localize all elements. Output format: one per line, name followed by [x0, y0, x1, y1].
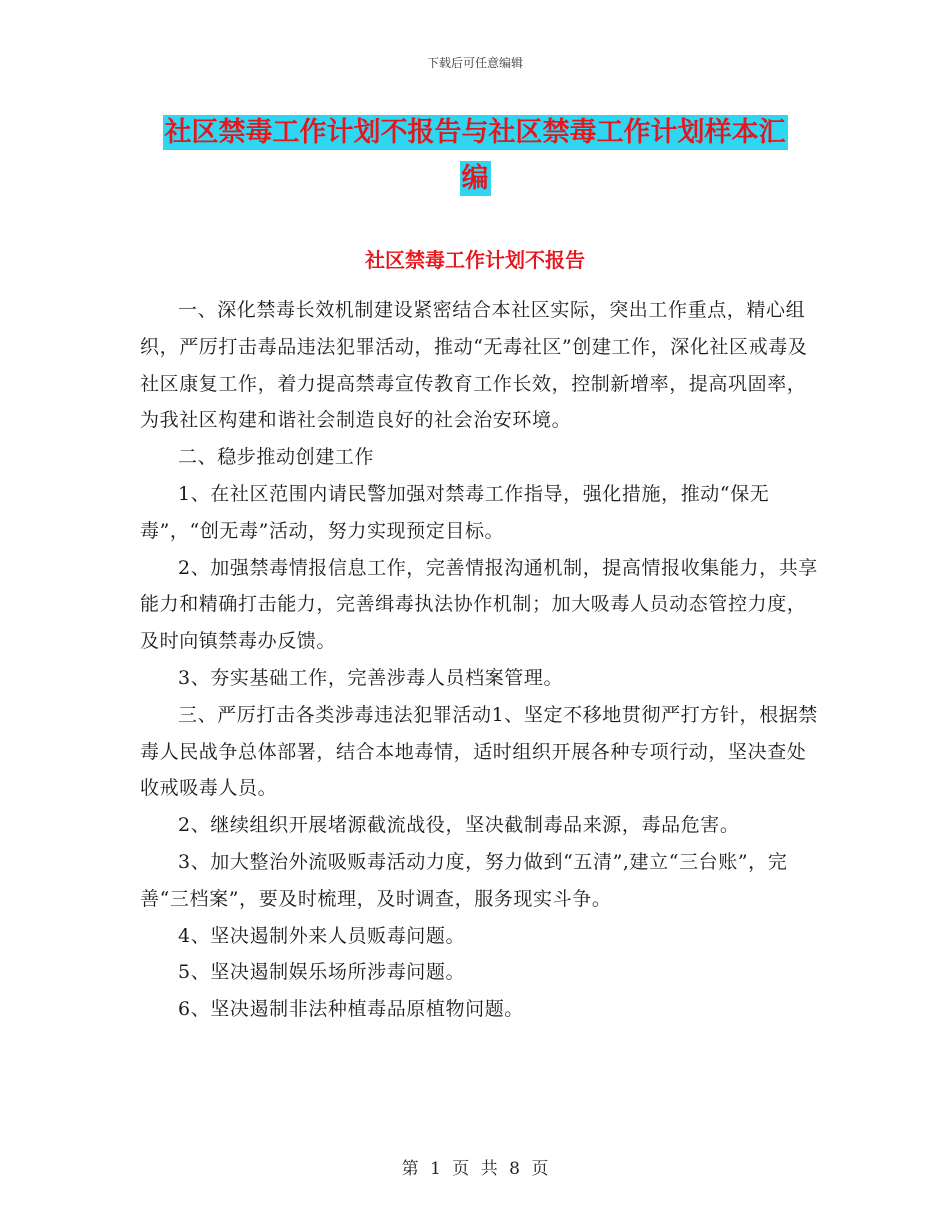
- paragraph: 5、坚决遏制娱乐场所涉毒问题。: [178, 961, 466, 984]
- paragraph: 3、加大整治外流吸贩毒活动力度，努力做到“五清”,建立“三台账”，完善“三档案”，要及时梳理，及时调查，服务现实斗争。: [140, 850, 788, 910]
- paragraph: 三、严厉打击各类涉毒违法犯罪活动1、坚定不移地贯彻严打方针，根据禁毒人民战争总体部署，结合本地毒情，适时组织开展各种专项行动，坚决查处收戒吸毒人员。: [140, 703, 818, 800]
- document-title-line-2: 编: [461, 163, 489, 194]
- page-footer: 第 1 页 共 8 页: [401, 1159, 549, 1179]
- paragraph: 6、坚决遏制非法种植毒品原植物问题。: [178, 998, 524, 1021]
- section-title: 社区禁毒工作计划不报告: [365, 248, 585, 272]
- paragraph: 1、在社区范围内请民警加强对禁毒工作指导，强化措施，推动“保无毒”，“创无毒”活动，努力实现预定目标。: [140, 482, 770, 542]
- document-title: [0, 110, 950, 202]
- paragraph: 二、稳步推动创建工作: [178, 446, 375, 469]
- document-body: [140, 292, 820, 1028]
- paragraph: 3、夯实基础工作，完善涉毒人员档案管理。: [178, 666, 564, 689]
- paragraph: 2、继续组织开展堵源截流战役，坚决截制毒品来源，毒品危害。: [178, 814, 740, 837]
- document-title-line-1: 社区禁毒工作计划不报告与社区禁毒工作计划样本汇: [164, 117, 786, 148]
- header-note: 下载后可任意编辑: [426, 56, 523, 70]
- paragraph: 一、深化禁毒长效机制建设紧密结合本社区实际，突出工作重点，精心组织，严厉打击毒品违法犯罪活动，推动“无毒社区”创建工作，深化社区戒毒及社区康复工作，着力提高禁毒宣传教育工作长效，控制新增率，提高巩固率，为我社区构建和谐社会制造良好的社会治安环境。: [140, 299, 808, 432]
- paragraph: 4、坚决遏制外来人员贩毒问题。: [178, 924, 466, 947]
- paragraph: 2、加强禁毒情报信息工作，完善情报沟通机制，提高情报收集能力，共享能力和精确打击能力，完善缉毒执法协作机制；加大吸毒人员动态管控力度，及时向镇禁毒办反馈。: [140, 556, 818, 653]
